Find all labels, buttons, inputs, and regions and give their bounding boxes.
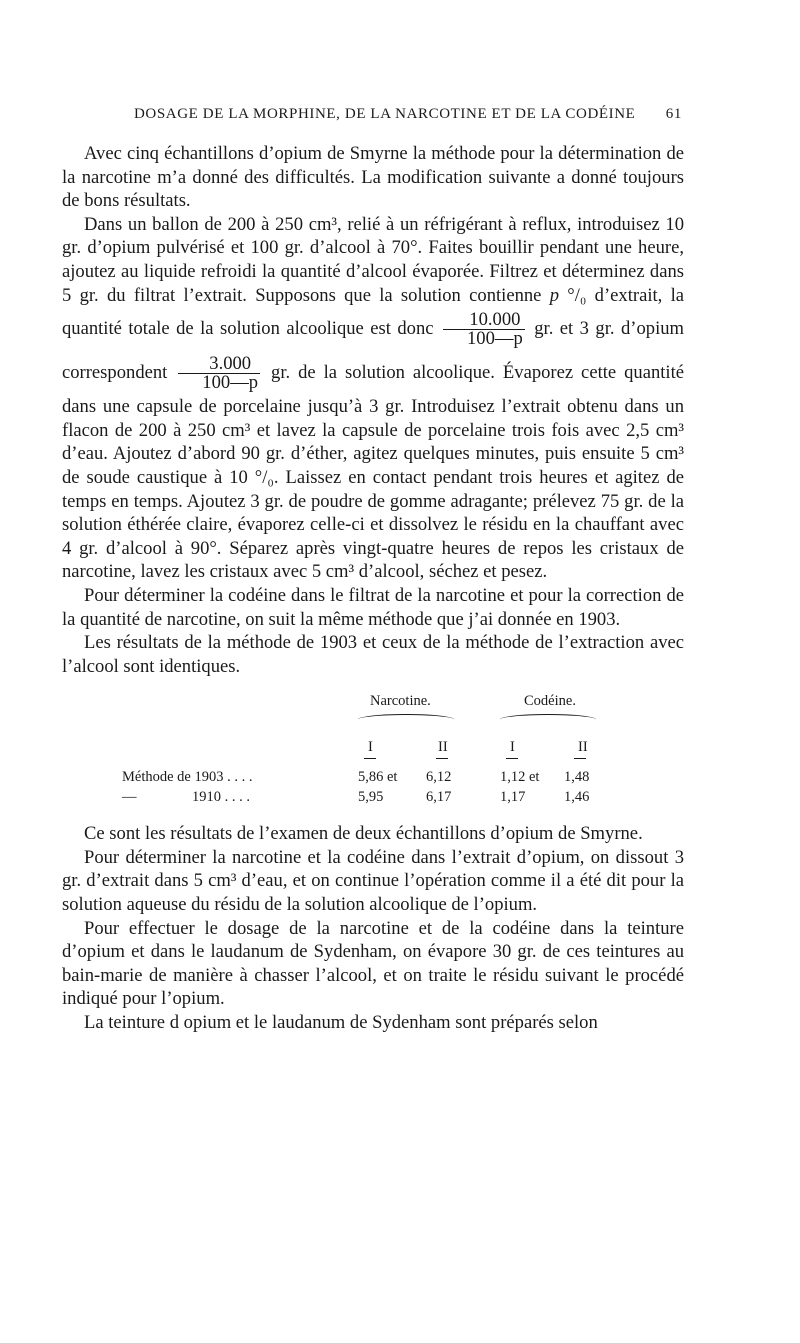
cell-codeine-1903-ii: 1,48 [564, 769, 590, 786]
dash [364, 758, 376, 759]
fraction-opium-equivalent [178, 355, 260, 392]
paragraph-2-part-d: gr. de la solution alcoolique. Évaporez cette quantité dans une capsule de porcelaine jusqu’à 3 gr. Introduisez l’extrait obtenu dans un flacon de 200 à 250 cm³ et lavez la capsule de porcelaine trois fois avec 2,5 cm³ d’eau. Ajoutez d’abord 90 gr. d’éther, agitez quelques minutes, puis ensuite 5 cm³ de soude caustique à 10 °/₀. Laissez en contact pendant trois heures et agitez de temps en temps. Ajoutez 3 gr. de poudre de gomme adragante; prélevez 75 gr. de la solution éthérée claire, évaporez celle-ci et dissolvez le résidu en la chauffant avec 4 gr. d’alcool à 90°. Séparez après vingt-quatre heures de repos les cristaux de narcotine, lavez les cristaux avec 5 cm³ d’alcool, séchez et pesez. [62, 362, 685, 583]
dash [574, 758, 586, 759]
cell-narcotine-1910-ii: 6,17 [426, 789, 452, 806]
dash [506, 758, 518, 759]
results-table [62, 688, 684, 808]
paragraph-6: Pour déterminer la narcotine et la codéine dans l’extrait d’opium, on dissout 3 gr. d’extrait dans 5 cm³ d’eau, et on continue l’opération comme il a été dit pour la solution aqueuse du résidu de la solution alcoolique de l’opium. [62, 846, 684, 916]
sub-narcotine-i: I [368, 739, 373, 756]
cell-codeine-1910-ii: 1,46 [564, 789, 590, 806]
sub-codeine-ii: II [578, 739, 588, 756]
fraction-total-solution [443, 311, 525, 348]
cell-narcotine-1903-ii: 6,12 [426, 769, 452, 786]
paragraph-2-part-a: Dans un ballon de 200 à 250 cm³, relié à un réfrigérant à reflux, introduisez 10 gr. d’opium pulvérisé et 100 gr. d’alcool à 70°. Faites bouillir pendant une heure, ajoutez au liquide refroidi la quantité d’alcool évaporée. Filtrez et déterminez dans 5 gr. du filtrat l’extrait. Supposons que la solution contienne [62, 213, 684, 306]
brace-codeine [500, 714, 596, 725]
fraction-numerator: 3.000 [178, 355, 260, 374]
paragraph-1: Avec cinq échantillons d’opium de Smyrne la méthode pour la détermination de la narcotine m’a donné des difficultés. La modification suivante a donné toujours de bons résultats. [62, 143, 684, 212]
paragraph-4: Les résultats de la méthode de 1903 et ceux de la méthode de l’extraction avec l’alcool sont identiques. [62, 632, 684, 677]
dash [436, 758, 448, 759]
cell-narcotine-1910-i: 5,95 [358, 789, 384, 806]
paragraph-2-part-c: gr. et 3 gr. d’opium correspondent [62, 318, 684, 384]
sub-codeine-i: I [510, 739, 515, 756]
paragraph-5: Ce sont les résultats de l’examen de deux échantillons d’opium de Smyrne. [84, 823, 643, 845]
body-text [62, 142, 684, 1035]
header-narcotine: Narcotine. [370, 693, 431, 710]
sub-narcotine-ii: II [438, 739, 448, 756]
cell-codeine-1910-i: 1,17 [500, 789, 526, 806]
cell-narcotine-1903-i: 5,86 et [358, 769, 398, 786]
paragraph-7: Pour effectuer le dosage de la narcotine et de la codéine dans la teinture d’opium et dans le laudanum de Sydenham, on évapore 30 gr. de ces teintures au bain-marie de manière à chasser l’alcool, et on traite le résidu suivant le procédé indiqué pour l’opium. [62, 917, 684, 1010]
brace-narcotine [358, 714, 454, 725]
running-header [62, 106, 682, 130]
row-label-1903: Méthode de 1903 . . . . [122, 769, 253, 786]
row-label-1910: 1910 . . . . [192, 789, 250, 806]
paragraph-3: Pour déterminer la codéine dans le filtrat de la narcotine et pour la correction de la quantité de narcotine, on suit la même méthode que j’ai donnée en 1903. [62, 584, 684, 630]
fraction-denominator: 100—p [466, 328, 523, 350]
paragraph-8: La teinture d opium et le laudanum de Sydenham sont préparés selon [84, 1012, 598, 1034]
page-number: 61 [665, 106, 682, 122]
running-title: DOSAGE DE LA MORPHINE, DE LA NARCOTINE ET DE LA CODÉINE [134, 106, 636, 122]
fraction-numerator: 10.000 [443, 311, 525, 330]
cell-codeine-1903-i: 1,12 et [500, 769, 540, 786]
header-codeine: Codéine. [524, 693, 576, 710]
variable-p: p [549, 284, 560, 306]
row-dash-1910: — [122, 789, 137, 806]
fraction-denominator: 100—p [202, 372, 259, 394]
paragraph-2 [62, 213, 684, 584]
paragraph-2-part-b: °/₀ d’extrait, la quantité totale de la solution alcoolique est donc [62, 284, 685, 340]
